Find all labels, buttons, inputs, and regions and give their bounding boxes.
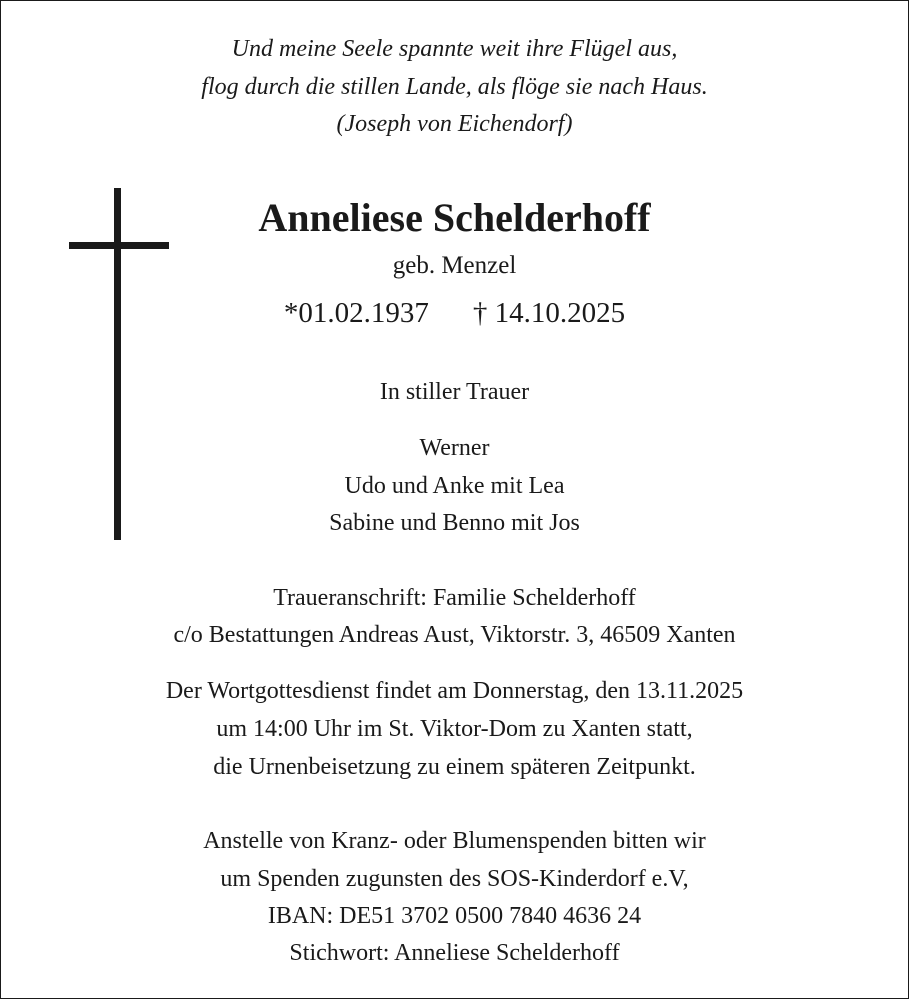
mourner-name: Udo und Anke mit Lea bbox=[344, 473, 565, 499]
donation-line-2: um Spenden zugunsten des SOS-Kinderdorf e.V, bbox=[220, 866, 689, 892]
quote-author: (Joseph von Eichendorf) bbox=[336, 111, 573, 137]
service-line-2: um 14:00 Uhr im St. Viktor-Dom zu Xanten statt, bbox=[216, 716, 693, 742]
deceased-name: Anneliese Schelderhoff bbox=[258, 195, 651, 240]
death-date: † 14.10.2025 bbox=[472, 297, 626, 329]
donation-keyword: Stichwort: Anneliese Schelderhoff bbox=[289, 940, 620, 966]
quote-line-2: flog durch die stillen Lande, als flöge sie nach Haus. bbox=[201, 74, 708, 100]
donation-line-1: Anstelle von Kranz- oder Blumenspenden bitten wir bbox=[203, 828, 706, 854]
mourners-intro: In stiller Trauer bbox=[379, 379, 530, 405]
mourner-name: Werner bbox=[419, 435, 490, 461]
address-line-1: Traueranschrift: Familie Schelderhoff bbox=[273, 585, 636, 611]
donation-iban: IBAN: DE51 3702 0500 7840 4636 24 bbox=[267, 903, 642, 929]
service-line-1: Der Wortgottesdienst findet am Donnerstag, den 13.11.2025 bbox=[165, 678, 744, 704]
life-dates bbox=[0, 297, 909, 330]
mourner-name: Sabine und Benno mit Jos bbox=[329, 510, 580, 536]
cross-icon-bar bbox=[69, 242, 169, 249]
quote-line-1: Und meine Seele spannte weit ihre Flügel aus, bbox=[231, 36, 678, 62]
birth-name: geb. Menzel bbox=[392, 252, 517, 279]
service-line-3: die Urnenbeisetzung zu einem späteren Zeitpunkt. bbox=[213, 754, 696, 780]
birth-date: *01.02.1937 bbox=[283, 297, 429, 329]
address-line-2: c/o Bestattungen Andreas Aust, Viktorstr. 3, 46509 Xanten bbox=[173, 622, 736, 648]
